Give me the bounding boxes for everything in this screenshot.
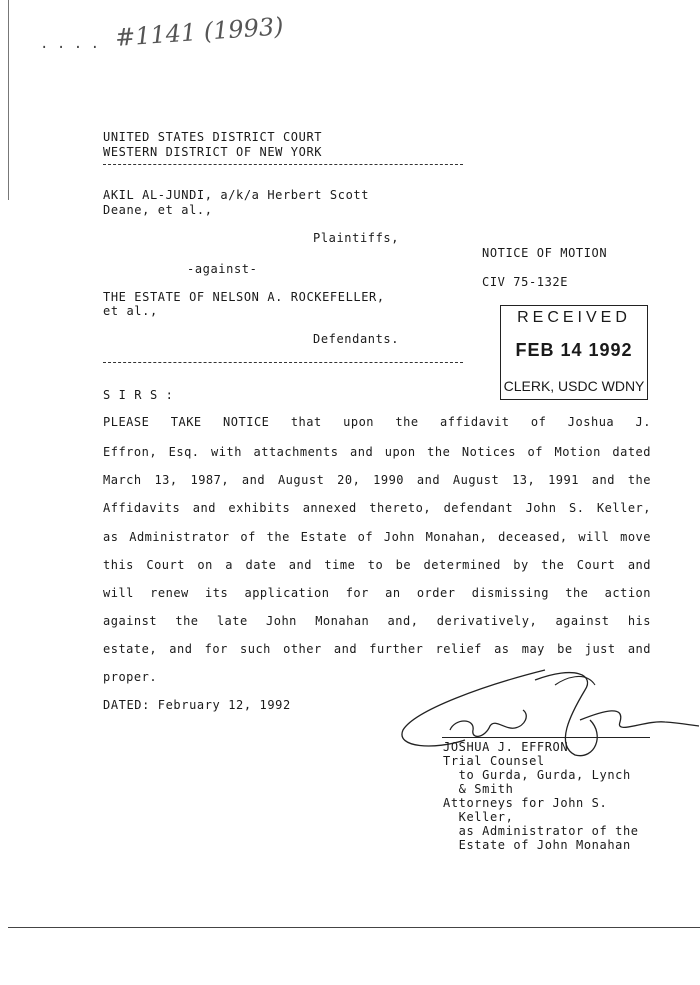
- stamp-clerk: CLERK, USDC WDNY: [503, 378, 645, 394]
- plaintiff-line2: Deane, et al.,: [103, 203, 213, 217]
- body-line: estate, and for such other and further relief as may be just and: [103, 642, 651, 656]
- scan-dots: . . . .: [40, 36, 100, 52]
- signer-line: Keller,: [443, 810, 514, 824]
- body-line: Effron, Esq. with attachments and upon the Notices of Motion dated: [103, 445, 651, 459]
- signer-line: & Smith: [443, 782, 514, 796]
- body-line: March 13, 1987, and August 20, 1990 and August 13, 1991 and the: [103, 473, 651, 487]
- body-line: Affidavits and exhibits annexed thereto, defendant John S. Keller,: [103, 501, 651, 515]
- received-stamp: [500, 305, 648, 400]
- body-line: against the late John Monahan and, derivatively, against his: [103, 614, 651, 628]
- signer-line: Attorneys for John S.: [443, 796, 608, 810]
- against-label: -against-: [187, 262, 258, 276]
- court-name-line2: WESTERN DISTRICT OF NEW YORK: [103, 145, 323, 159]
- page-bottom-rule: [8, 927, 700, 928]
- body-line: as Administrator of the Estate of John Monahan, deceased, will move: [103, 530, 651, 544]
- signer-name: JOSHUA J. EFFRON: [443, 740, 569, 754]
- scan-edge: [8, 0, 9, 200]
- caption-divider-top: [103, 164, 463, 165]
- plaintiffs-label: Plaintiffs,: [313, 231, 400, 245]
- salutation: S I R S :: [103, 388, 174, 402]
- body-line: this Court on a date and time to be determined by the Court and: [103, 558, 651, 572]
- defendant-line2: et al.,: [103, 304, 158, 318]
- signer-line: to Gurda, Gurda, Lynch: [443, 768, 631, 782]
- signer-line: as Administrator of the: [443, 824, 639, 838]
- defendants-label: Defendants.: [313, 332, 400, 346]
- plaintiff-line1: AKIL AL-JUNDI, a/k/a Herbert Scott: [103, 188, 370, 202]
- defendant-line1: THE ESTATE OF NELSON A. ROCKEFELLER,: [103, 290, 385, 304]
- dated-line: DATED: February 12, 1992: [103, 698, 291, 712]
- stamp-date: FEB 14 1992: [515, 340, 633, 360]
- signer-line: Trial Counsel: [443, 754, 545, 768]
- signature-line: [442, 737, 650, 738]
- document-title: NOTICE OF MOTION: [482, 246, 608, 260]
- body-line: will renew its application for an order dismissing the action: [103, 586, 651, 600]
- caption-divider-bottom: [103, 362, 463, 363]
- case-number: CIV 75-132E: [482, 275, 569, 289]
- handwritten-note: #1141 (1993): [114, 12, 285, 52]
- court-name-line1: UNITED STATES DISTRICT COURT: [103, 130, 323, 144]
- signer-line: Estate of John Monahan: [443, 838, 631, 852]
- body-line: proper.: [103, 670, 158, 684]
- body-line: PLEASE TAKE NOTICE that upon the affidavit of Joshua J.: [103, 415, 651, 429]
- stamp-received: RECEIVED: [517, 309, 631, 326]
